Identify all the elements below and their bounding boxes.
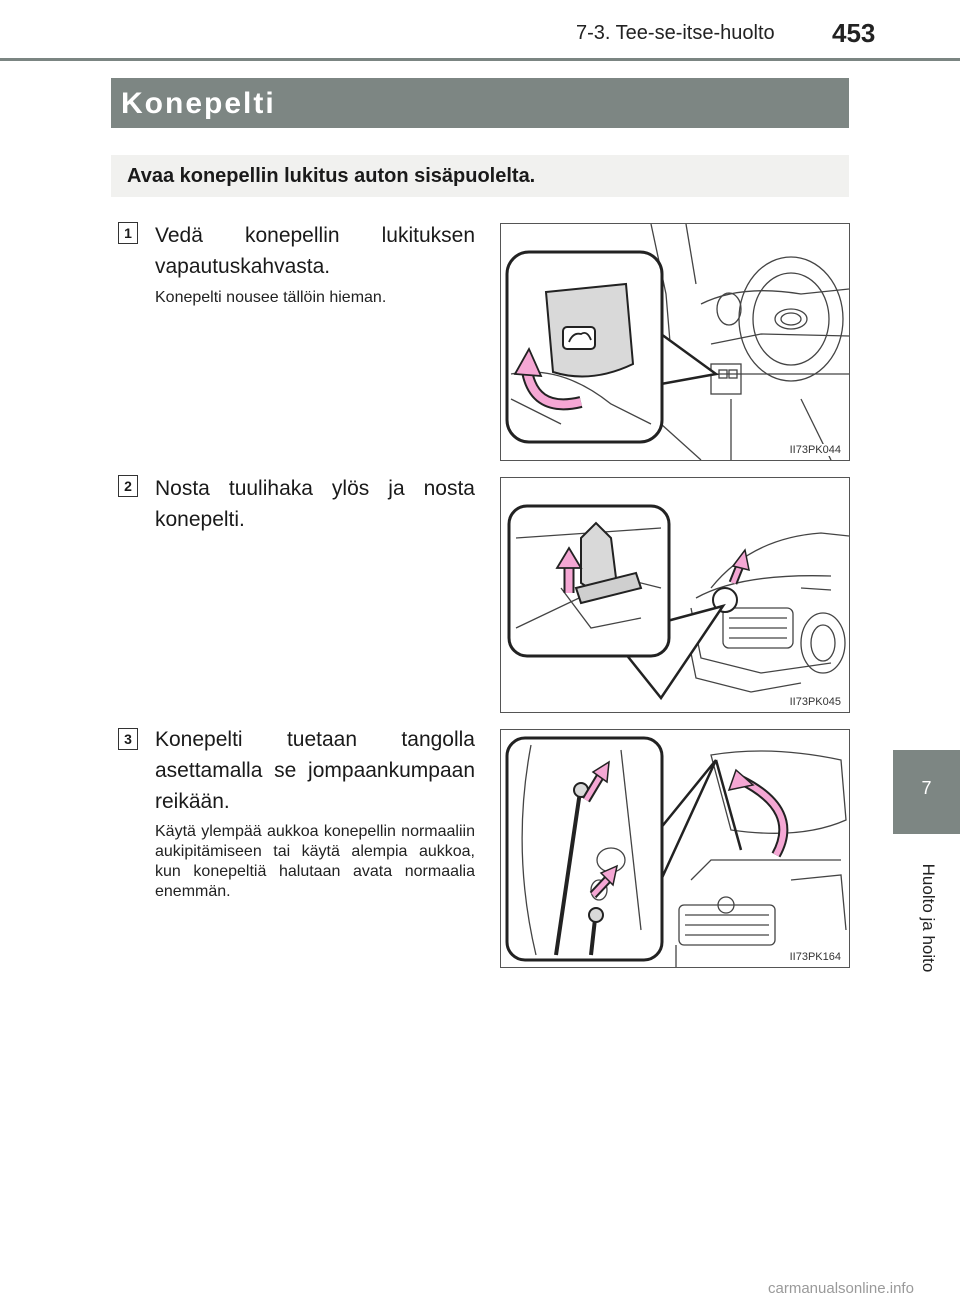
running-header-section: 7-3. Tee-se-itse-huolto <box>576 22 775 44</box>
figure-safety-catch <box>500 477 850 713</box>
step-number-1: 1 <box>118 222 138 244</box>
figure-code: II73PK164 <box>789 951 841 963</box>
chapter-number: 7 <box>921 778 932 798</box>
step-number-2: 2 <box>118 475 138 497</box>
chapter-tab <box>893 750 960 834</box>
chapter-label-container <box>892 838 960 998</box>
hood-release-illustration <box>501 224 849 460</box>
procedure-heading: Avaa konepellin lukitus auton sisäpuolelta. <box>127 165 536 187</box>
step-1-instruction: Vedä konepellin lukituksen vapautuskahvasta. <box>155 224 475 278</box>
figure-code: II73PK045 <box>789 696 841 708</box>
step-number-3: 3 <box>118 728 138 750</box>
figure-support-rod <box>500 729 850 968</box>
section-title-bar <box>111 78 849 128</box>
chapter-label: Huolto ja hoito <box>919 863 938 973</box>
step-3-note: Käytä ylempää aukkoa konepellin normaaliin aukipitämiseen tai käytä alempia aukkoa, kun konepeltiä halutaan avata normaalia enemmän. <box>155 823 475 900</box>
section-title: Konepelti <box>121 87 276 120</box>
step-3-instruction: Konepelti tuetaan tangolla asettamalla se jompaankumpaan reikään. <box>155 728 475 813</box>
support-rod-illustration <box>501 730 849 967</box>
step-1-note: Konepelti nousee tällöin hieman. <box>155 289 387 306</box>
figure-hood-release-lever <box>500 223 850 461</box>
step-2-instruction: Nosta tuulihaka ylös ja nosta konepelti. <box>155 477 475 531</box>
header-divider <box>0 58 960 61</box>
watermark: carmanualsonline.info <box>768 1280 914 1297</box>
page-number: 453 <box>832 18 876 48</box>
safety-catch-illustration <box>501 478 849 712</box>
figure-code: II73PK044 <box>789 444 841 456</box>
procedure-heading-bar <box>111 155 849 197</box>
